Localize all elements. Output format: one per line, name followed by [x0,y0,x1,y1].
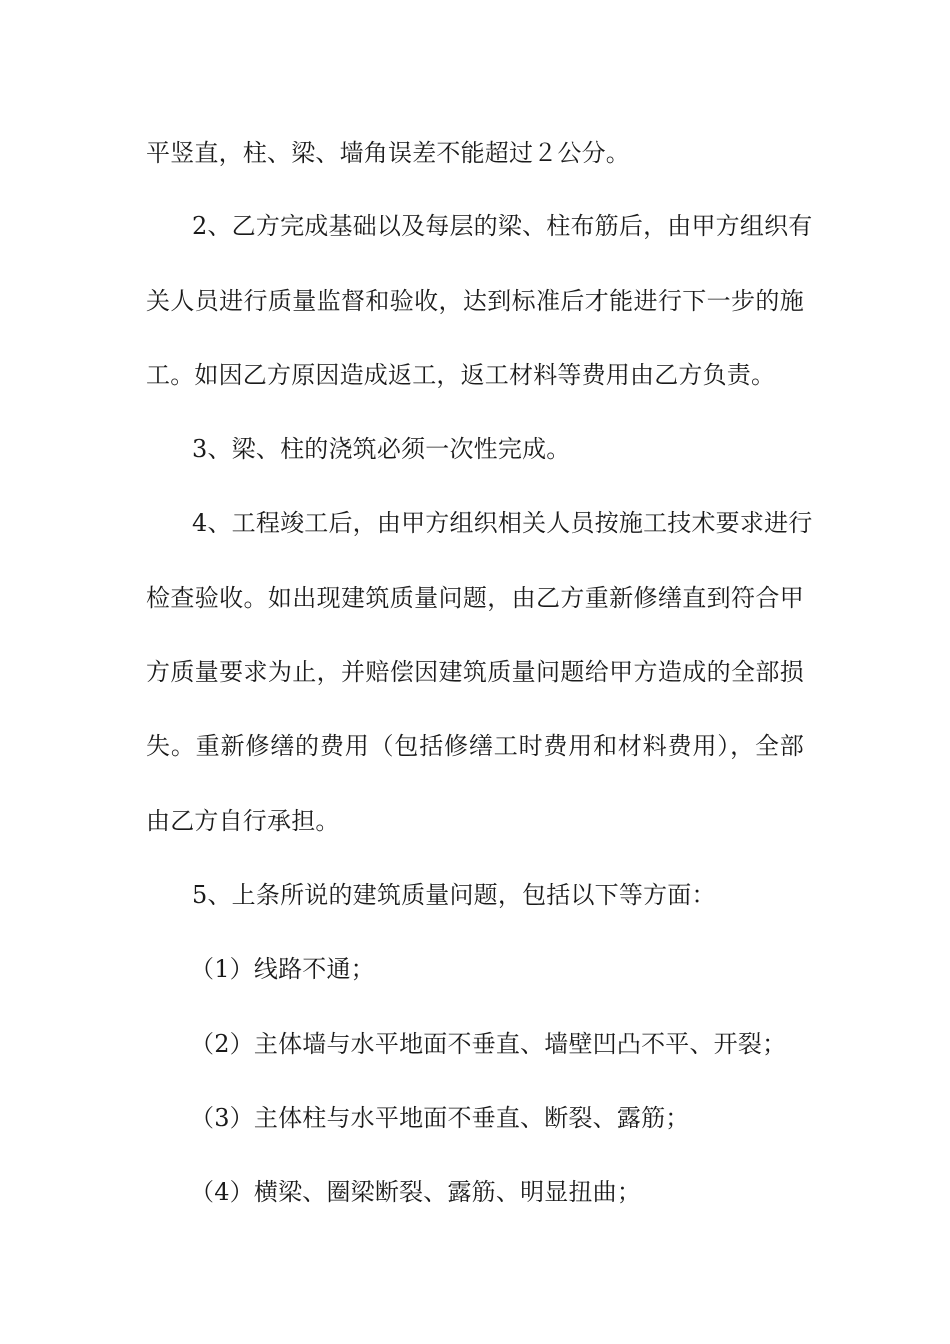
clause-4-line-4: 失。重新修缮的费用（包括修缮工时费用和材料费用），全部 [146,732,804,760]
clause-4-line-2: 检查验收。如出现建筑质量问题，由乙方重新修缮直到符合甲 [146,584,804,612]
clause-2-line-3: 工。如因乙方原因造成返工，返工材料等费用由乙方负责。 [146,361,776,389]
sub-item-1: （1）线路不通； [190,955,375,983]
text-line-1: 平竖直，柱、梁、墙角误差不能超过２公分。 [146,139,630,167]
sub-item-2: （2）主体墙与水平地面不垂直、墙壁凹凸不平、开裂； [190,1030,787,1058]
clause-2-line-1: 2、乙方完成基础以及每层的梁、柱布筋后，由甲方组织有 [192,212,813,240]
clause-4-line-5: 由乙方自行承担。 [146,807,340,835]
clause-2-line-2: 关人员进行质量监督和验收，达到标准后才能进行下一步的施 [146,287,804,315]
sub-item-4: （4）横梁、圈梁断裂、露筋、明显扭曲； [190,1178,642,1206]
clause-4-line-3: 方质量要求为止，并赔偿因建筑质量问题给甲方造成的全部损 [146,658,804,686]
sub-item-3: （3）主体柱与水平地面不垂直、断裂、露筋； [190,1104,690,1132]
clause-3-line-1: 3、梁、柱的浇筑必须一次性完成。 [192,435,571,463]
clause-5-line-1: 5、上条所说的建筑质量问题，包括以下等方面： [192,881,716,909]
clause-4-line-1: 4、工程竣工后，由甲方组织相关人员按施工技术要求进行 [192,509,813,537]
